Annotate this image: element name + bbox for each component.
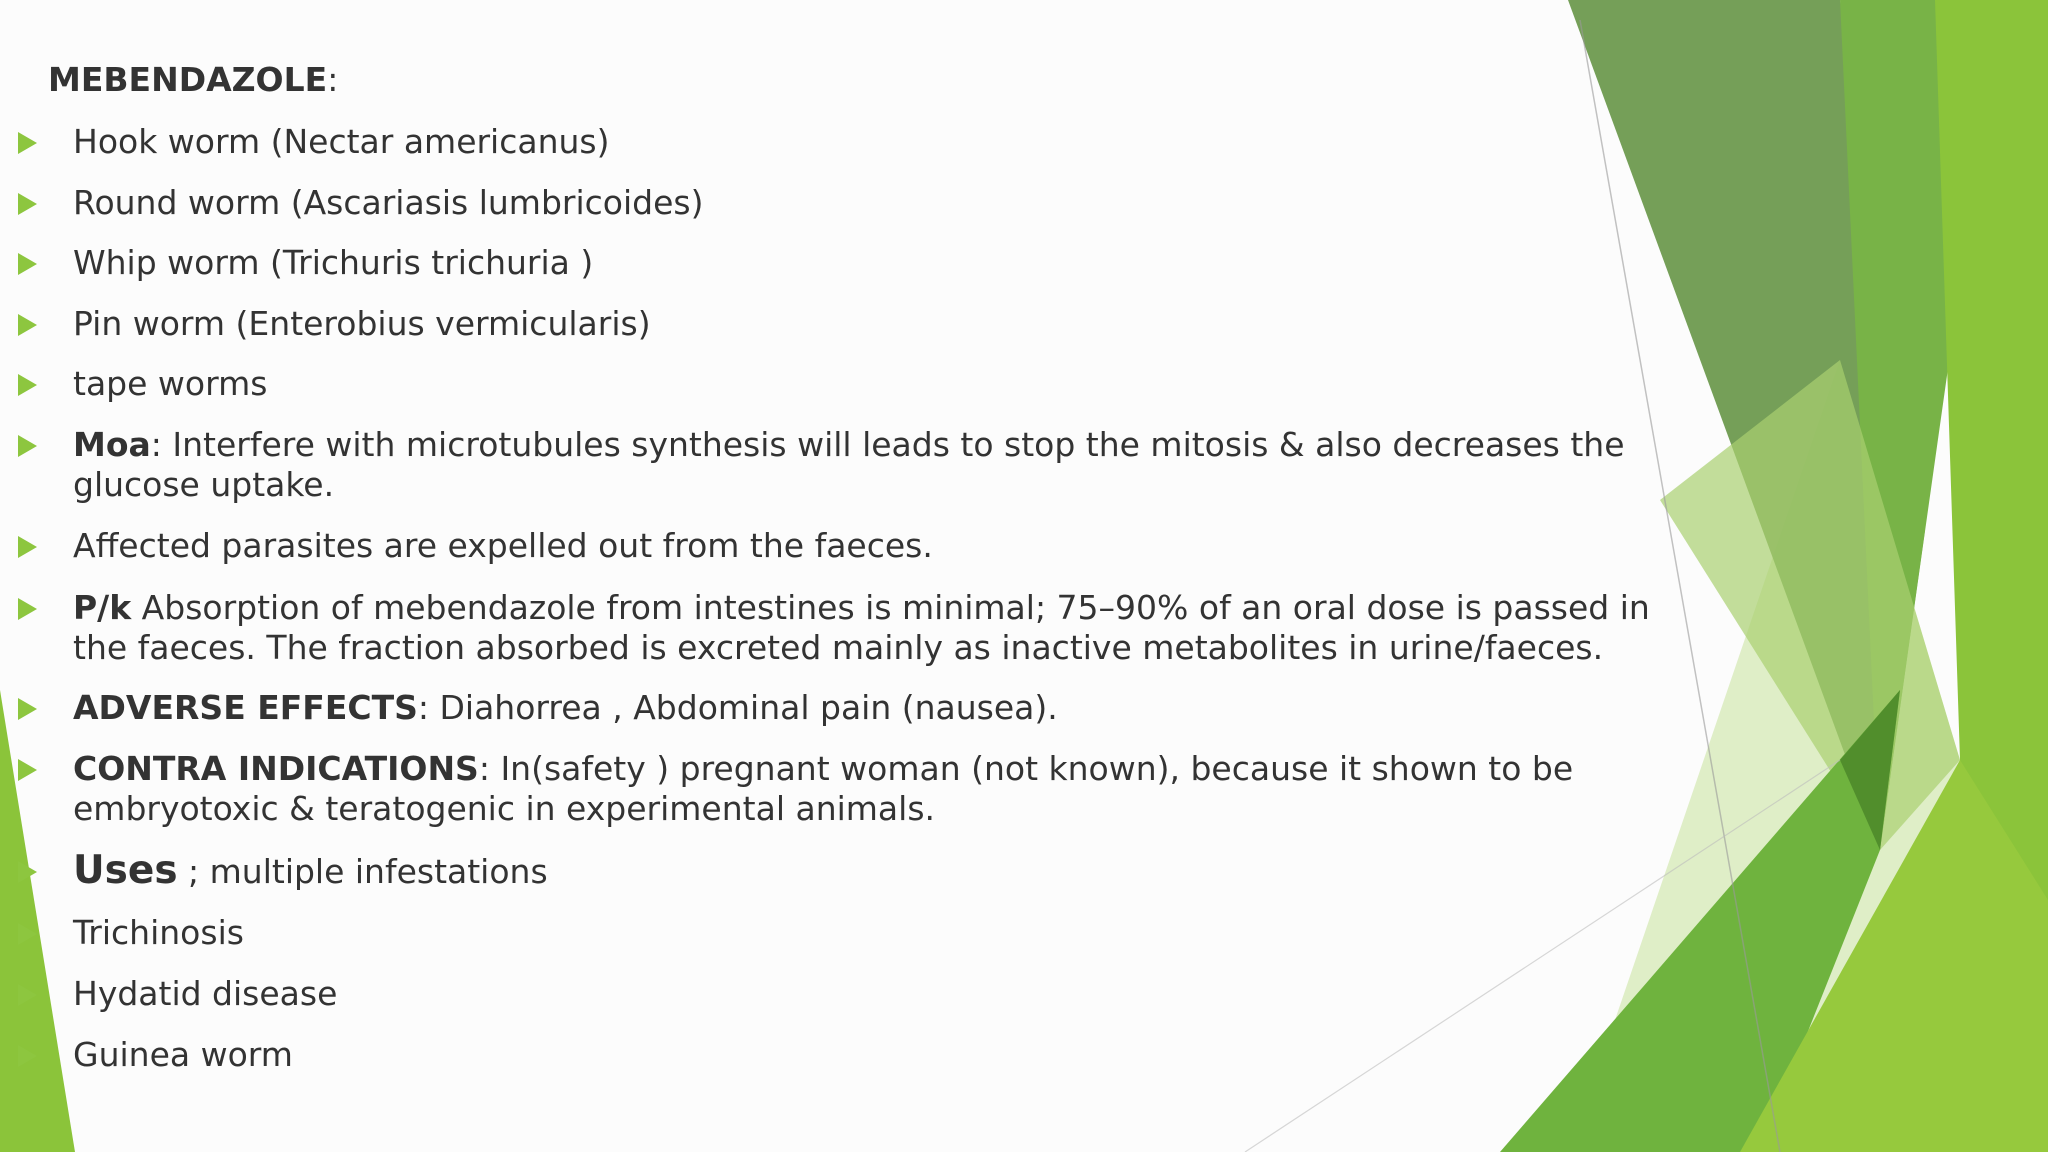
- bullet-text: Trichinosis: [73, 913, 244, 952]
- bullet-text: P/k Absorption of mebendazole from intestines is minimal; 75–90% of an oral dose is passed in the faeces. The fraction absorbed is excreted mainly as inactive metabolites in urine/faeces.: [73, 588, 1650, 667]
- bullet-arrow-icon: [18, 1045, 37, 1067]
- bullet-arrow-icon: [18, 435, 37, 457]
- heading-bold: MEBENDAZOLE: [48, 60, 328, 99]
- bullet-text: Hook worm (Nectar americanus): [73, 122, 610, 161]
- bullet-arrow-icon: [18, 314, 37, 336]
- bullet-arrow-icon: [18, 698, 37, 720]
- bullet-arrow-icon: [18, 923, 37, 945]
- bullet-arrow-icon: [18, 861, 37, 883]
- bullet-text: Moa: Interfere with microtubules synthesis will leads to stop the mitosis & also decreases the glucose uptake.: [73, 425, 1625, 504]
- bullet-arrow-icon: [18, 759, 37, 781]
- bullet-arrow-icon: [18, 536, 37, 558]
- bullet-text: Pin worm (Enterobius vermicularis): [73, 304, 651, 343]
- bullet-text: Round worm (Ascariasis lumbricoides): [73, 183, 704, 222]
- bullet-text: Guinea worm: [73, 1035, 293, 1074]
- bullet-arrow-icon: [18, 984, 37, 1006]
- bullet-arrow-icon: [18, 374, 37, 396]
- bullet-arrow-icon: [18, 253, 37, 275]
- bullet-text: ADVERSE EFFECTS: Diahorrea , Abdominal pain (nausea).: [73, 688, 1058, 727]
- bullet-arrow-icon: [18, 598, 37, 620]
- bullet-text: Affected parasites are expelled out from the faeces.: [73, 526, 933, 565]
- bullet-text: Whip worm (Trichuris trichuria ): [73, 243, 594, 282]
- bullet-text: CONTRA INDICATIONS: In(safety ) pregnant woman (not known), because it shown to be embryotoxic & teratogenic in experimental animals.: [73, 749, 1574, 828]
- heading-colon: :: [327, 60, 339, 99]
- bullet-arrow-icon: [18, 193, 37, 215]
- bullet-text: Uses ; multiple infestations: [73, 848, 548, 893]
- bullet-arrow-icon: [18, 132, 37, 154]
- bullet-text: Hydatid disease: [73, 974, 338, 1013]
- bullet-text: tape worms: [73, 364, 268, 403]
